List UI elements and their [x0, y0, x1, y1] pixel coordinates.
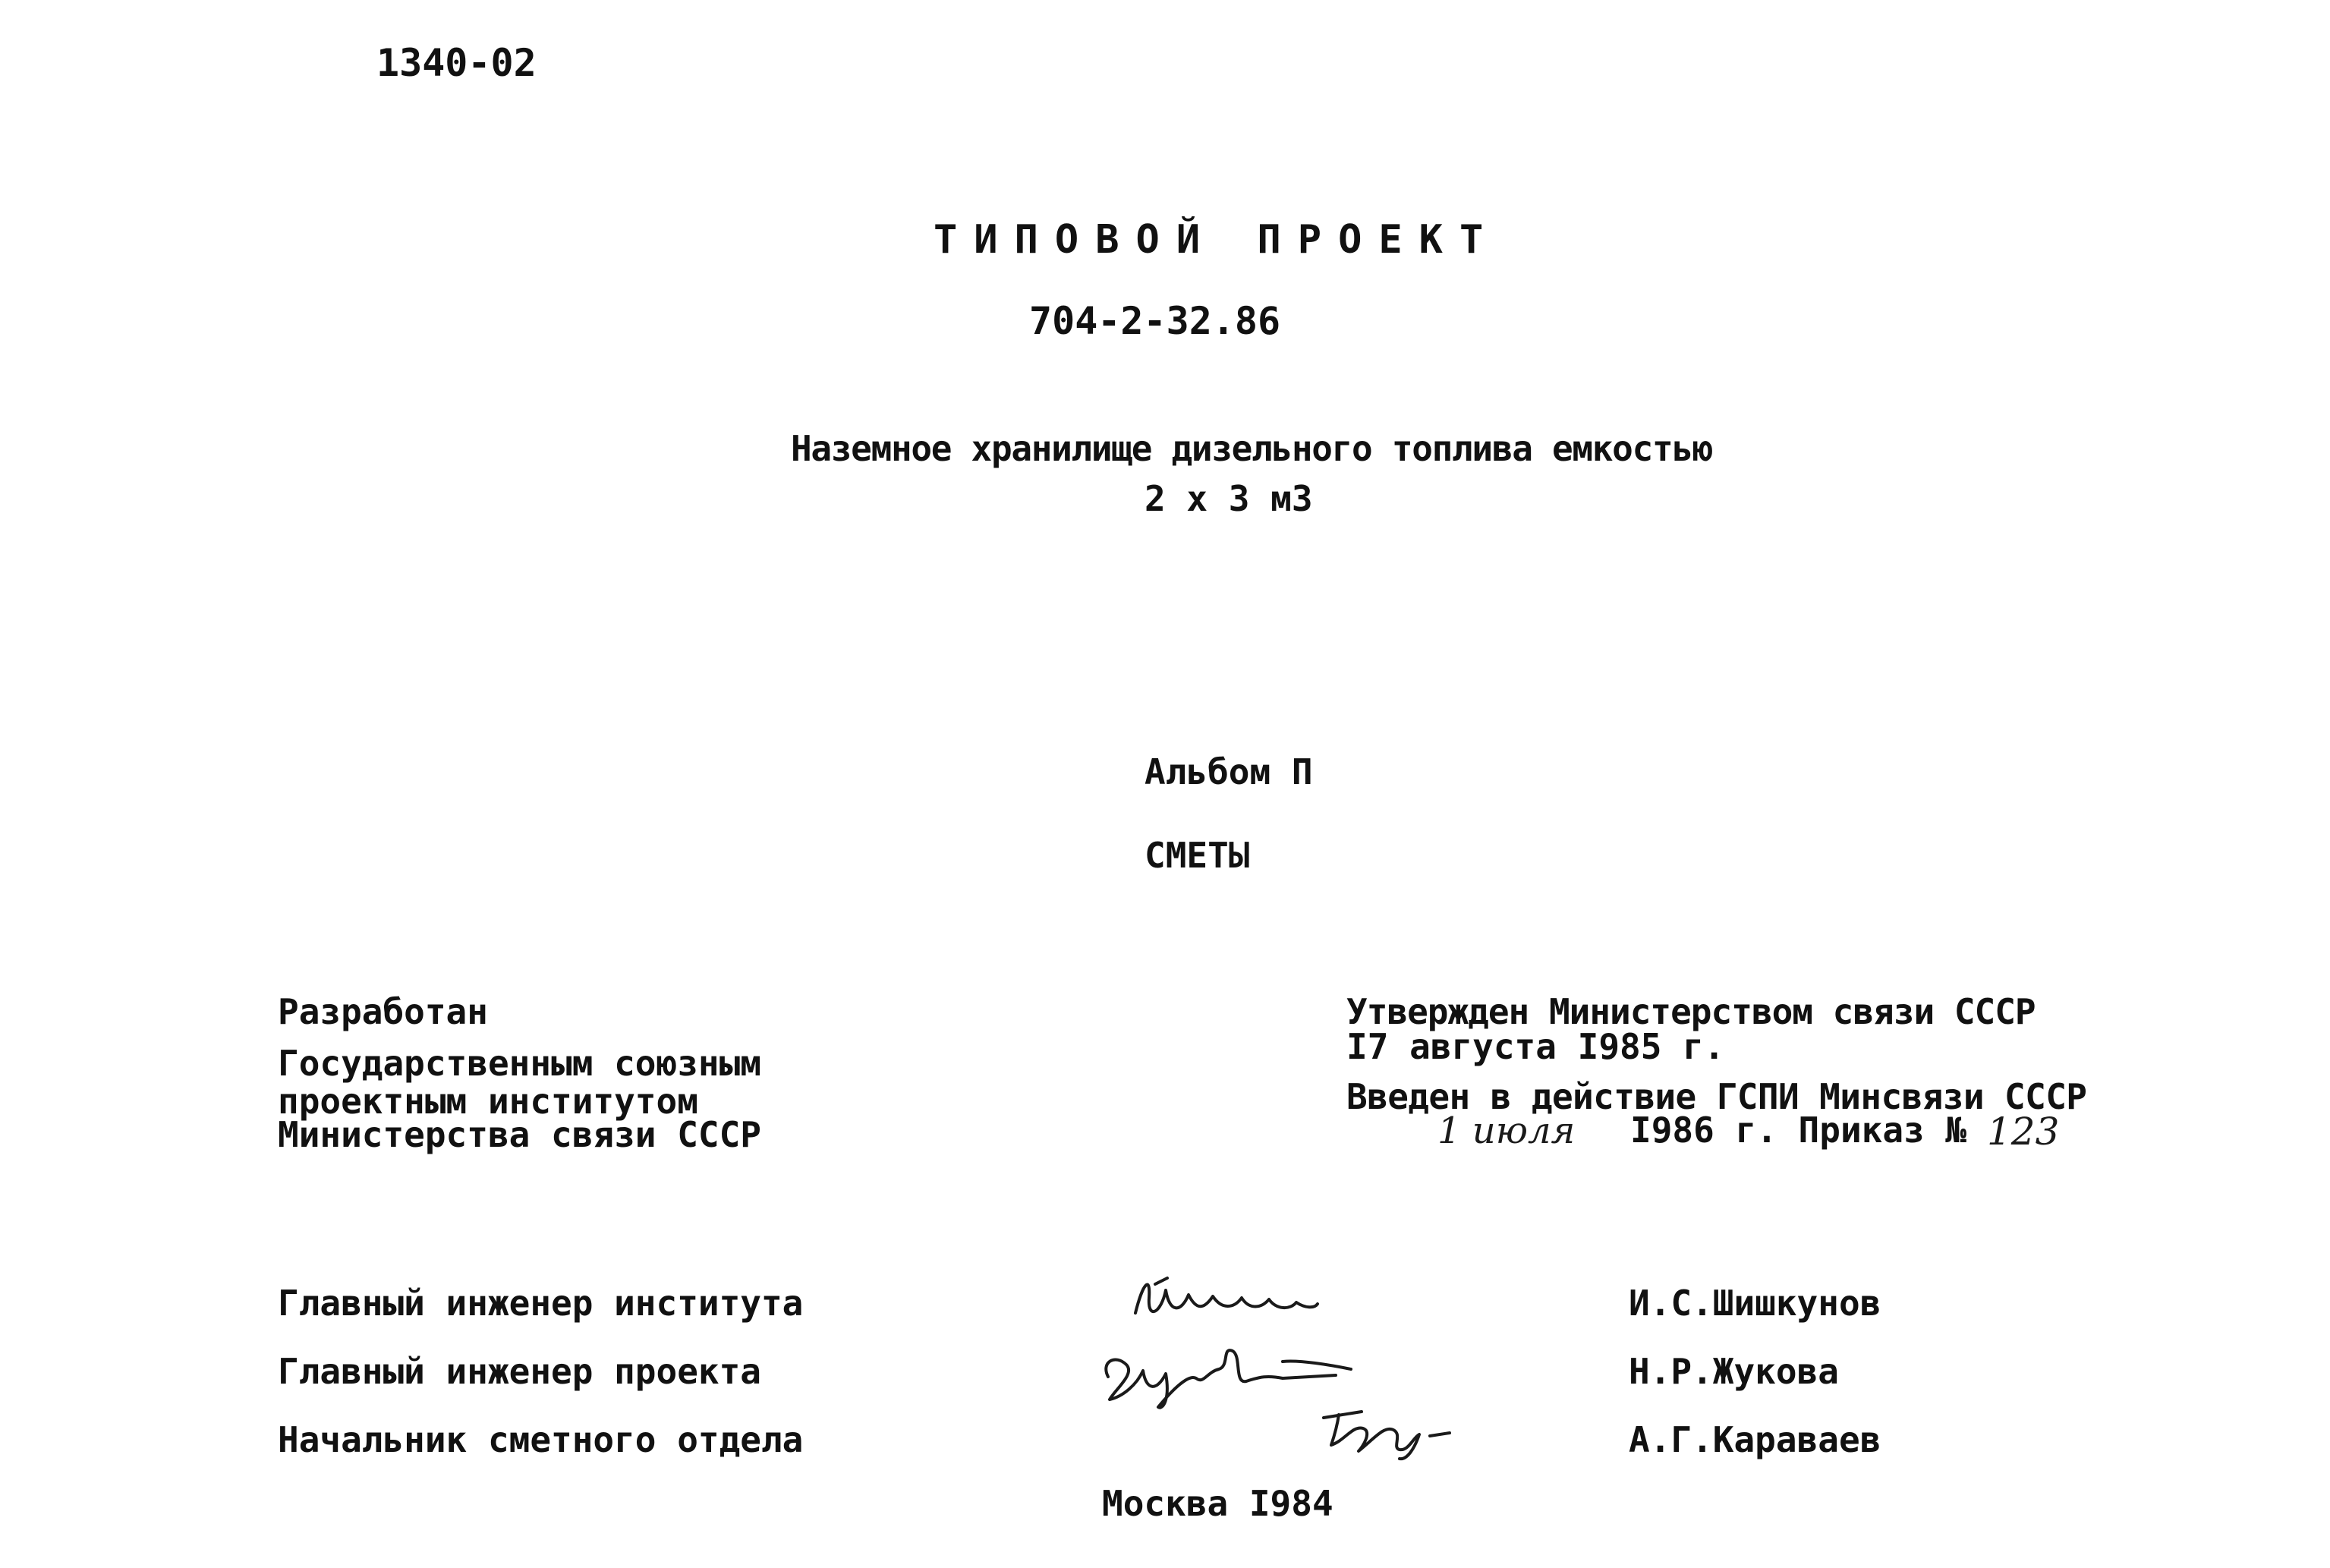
- signature-role-2: Главный инженер проекта: [278, 1351, 761, 1392]
- developer-line-4: Министерства связи СССР: [278, 1114, 761, 1155]
- developer-line-3: проектным институтом: [278, 1081, 698, 1122]
- developer-line-2: Государственным союзным: [278, 1043, 761, 1084]
- approval-line-3: Введен в действие ГСПИ Минсвязи СССР: [1346, 1076, 2087, 1117]
- footer-place-year: Москва I984: [1102, 1483, 1333, 1524]
- signature-role-3: Начальник сметного отдела: [278, 1419, 804, 1460]
- developer-line-1: Разработан: [278, 991, 488, 1032]
- album-title: СМЕТЫ: [1145, 835, 1250, 876]
- signature-name-2: Н.Р.Жукова: [1629, 1351, 1839, 1392]
- approval-line-2: I7 августа I985 г.: [1346, 1026, 1725, 1067]
- subject-line-1: Наземное хранилище дизельного топлива емкостью: [791, 428, 1713, 469]
- signature-name-3: А.Г.Караваев: [1629, 1419, 1881, 1460]
- subject-line-2: 2 х 3 м3: [1145, 478, 1313, 519]
- project-number: 704-2-32.86: [1029, 299, 1281, 343]
- handwritten-signature-3: [1308, 1395, 1460, 1463]
- handwritten-signature-1: [1128, 1267, 1325, 1328]
- handwritten-date: 1 июля: [1437, 1110, 1576, 1152]
- archive-code: 1340-02: [376, 41, 537, 85]
- approval-line-1: Утвержден Министерством связи СССР: [1346, 991, 2036, 1032]
- signature-name-1: И.С.Шишкунов: [1629, 1283, 1881, 1324]
- document-title: ТИПОВОЙ ПРОЕКТ: [934, 217, 1500, 263]
- signature-role-1: Главный инженер института: [278, 1283, 804, 1324]
- approval-year-order: I986 г. Приказ №: [1630, 1110, 1967, 1151]
- handwritten-order-number: 123: [1987, 1110, 2060, 1154]
- album-label: Альбом П: [1145, 751, 1313, 792]
